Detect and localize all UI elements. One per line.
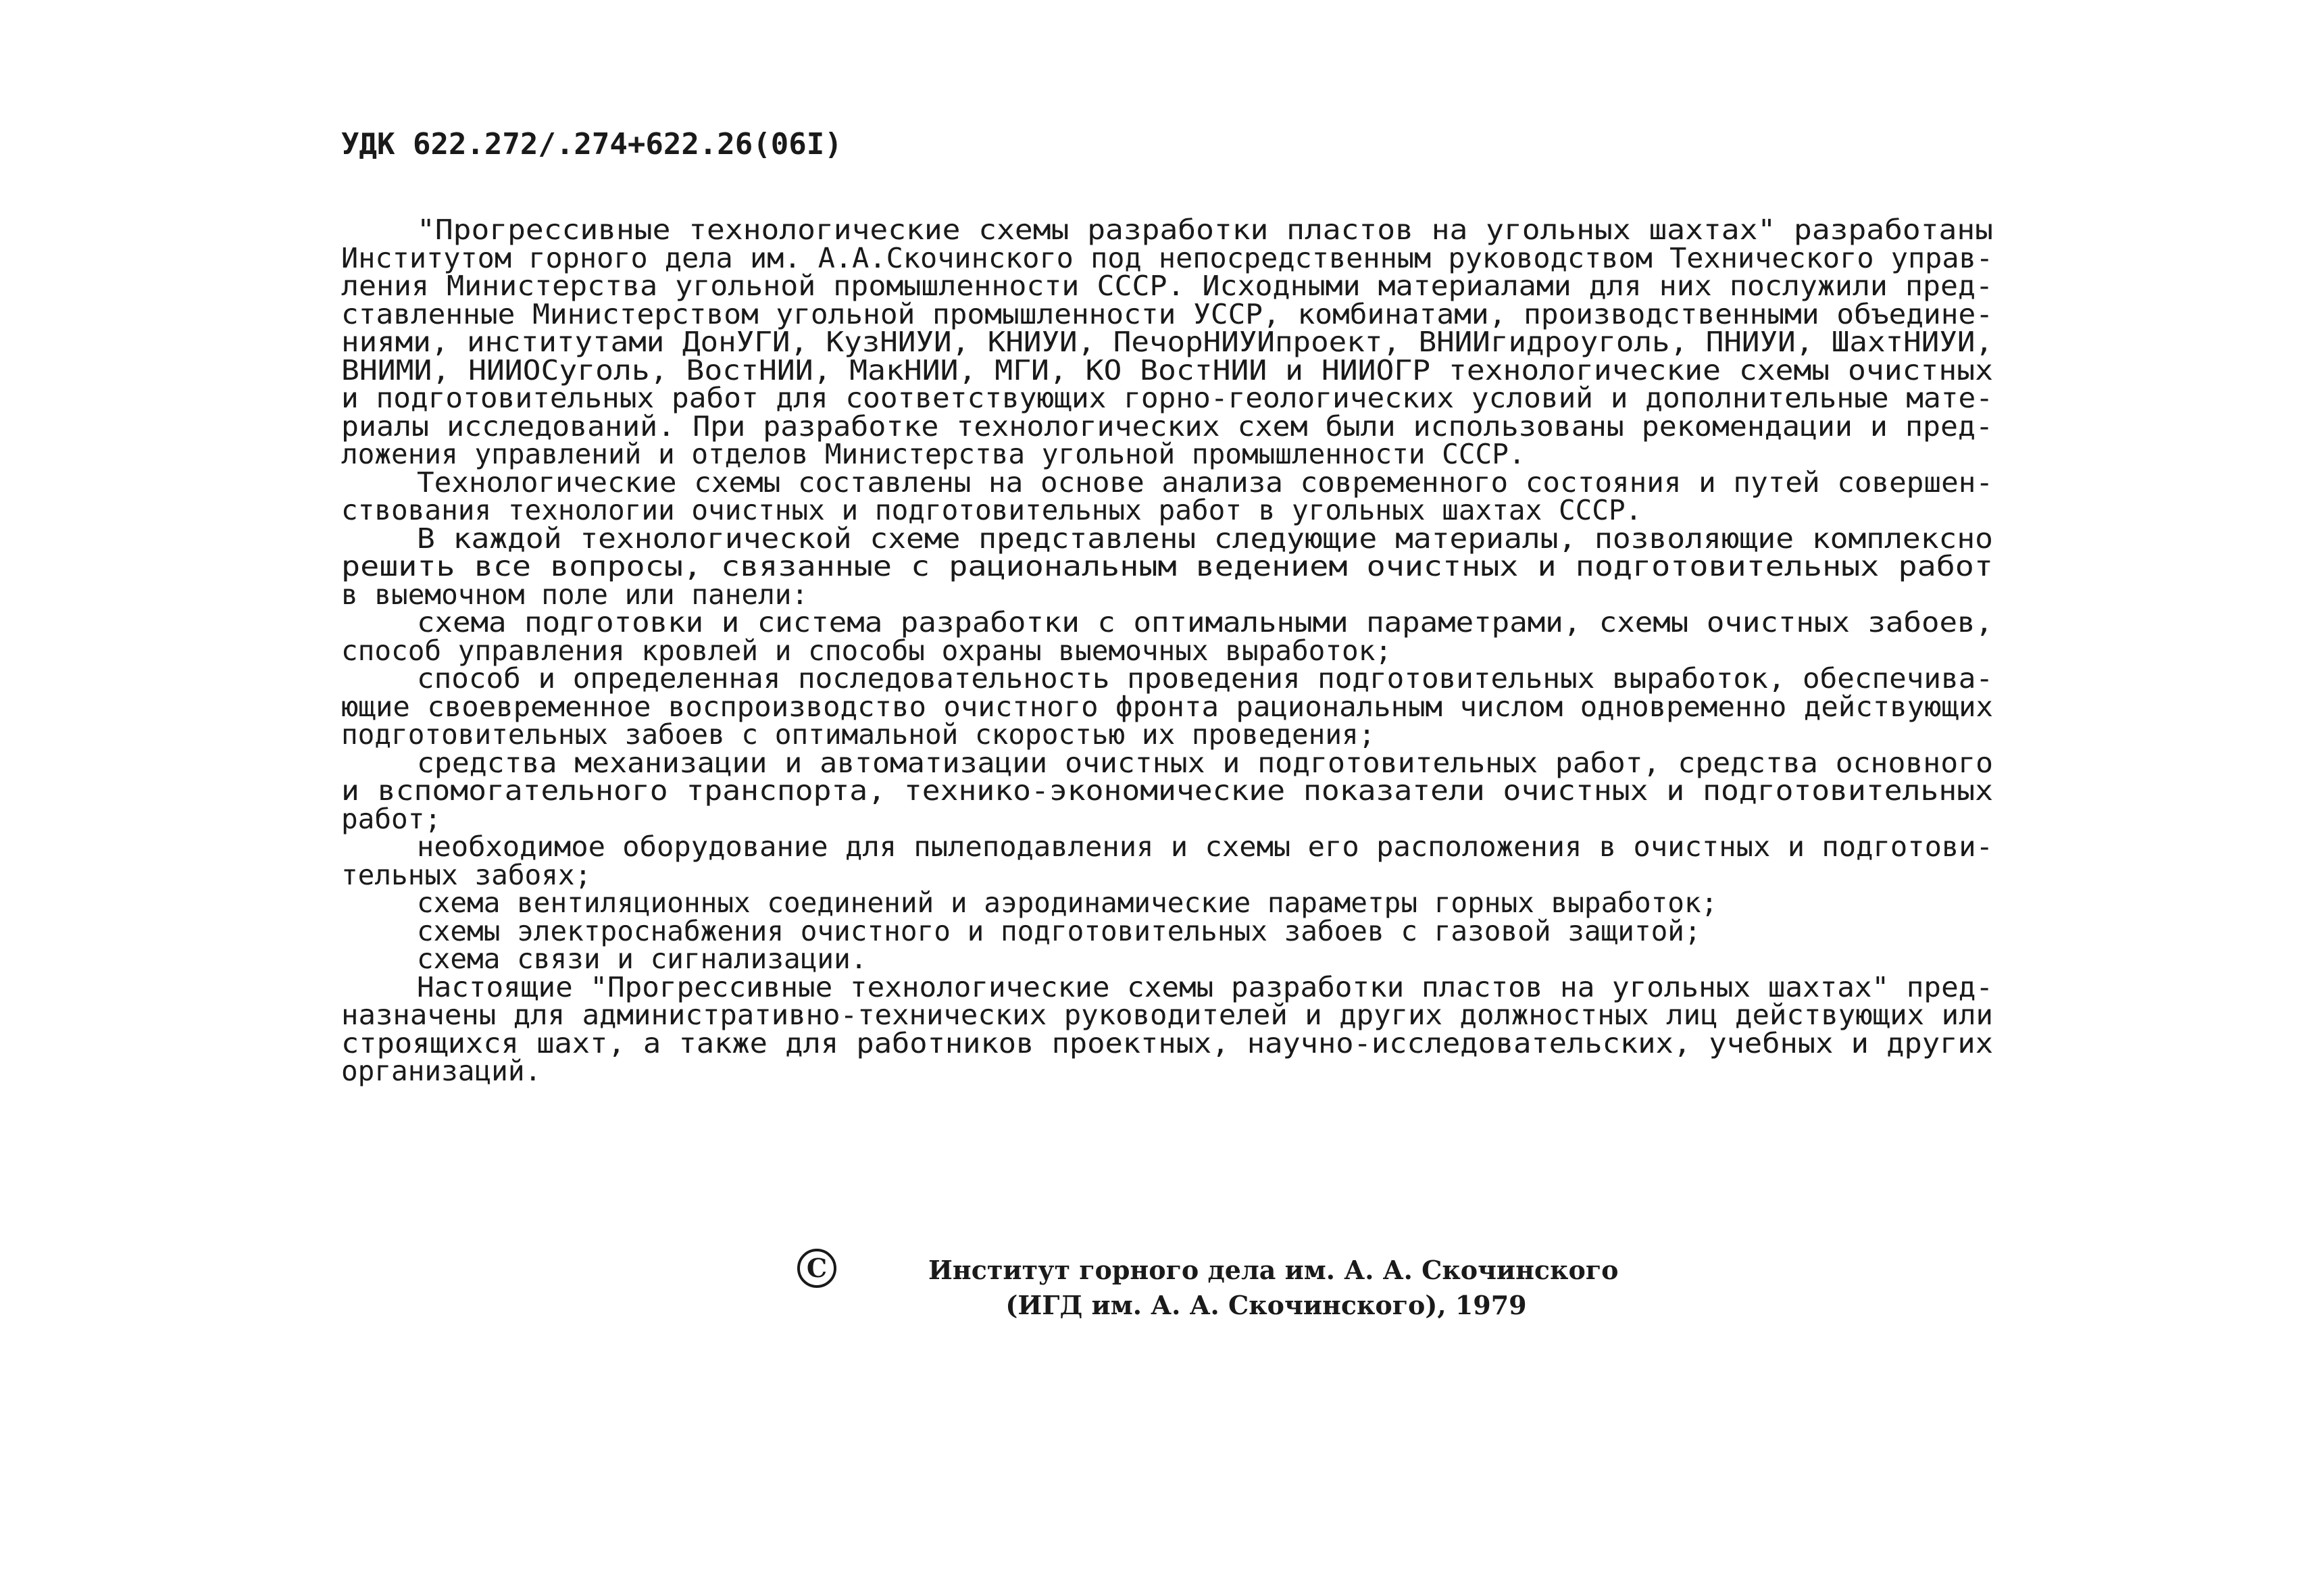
text-line-content: тельных забоях; (341, 858, 592, 891)
text-line-content: схема связи и сигнализации. (417, 943, 867, 975)
copyright-icon: C (797, 1249, 836, 1288)
text-line (341, 216, 1993, 245)
publisher-block (928, 1253, 1619, 1323)
text-line-content: Настоящие "Прогрессивные технологические схемы разработки пластов на угольных шахтах" пред- (417, 970, 1993, 1003)
text-line-content: и вспомогательного транспорта, технико-экономические показатели очистных и подготовительных (341, 774, 1993, 807)
text-line (341, 241, 1993, 274)
text-line (341, 945, 1993, 974)
text-line-content: схема вентиляционных соединений и аэродинамические параметры горных выработок; (417, 887, 1718, 919)
text-line-content: В каждой технологической схеме представлены следующие материалы, позволяющие комплексно (417, 522, 1993, 555)
text-line-content: необходимое оборудование для пылеподавления и схемы его расположения в очистных и подготови- (417, 830, 1993, 863)
text-line-content: схемы электроснабжения очистного и подготовительных забоев с газовой защитой; (417, 914, 1701, 947)
text-line (341, 690, 1993, 723)
text-line (341, 550, 1993, 582)
text-line (341, 1057, 1993, 1086)
text-line (341, 522, 1993, 555)
text-line-content: способ управления кровлей и способы охраны выемочных выработок; (341, 634, 1392, 667)
text-line (341, 272, 1993, 301)
text-line (341, 1001, 1993, 1030)
text-line (341, 634, 1993, 667)
text-line (341, 802, 1993, 835)
text-line (341, 662, 1993, 695)
text-line (341, 970, 1993, 1003)
text-line-content: назначены для административно-технических руководителей и других должностных лиц действующих или (341, 999, 1993, 1031)
text-line (341, 466, 1993, 499)
text-line-content: и подготовительных работ для соответствующих горно-геологических условий и дополнительные мате- (341, 382, 1993, 414)
text-line-content: строящихся шахт, а также для работников проектных, научно-исследовательских, учебных и других (341, 1026, 1993, 1059)
text-line (341, 606, 1993, 639)
text-line-content: Технологические схемы составлены на основе анализа современного состояния и путей совершен- (417, 466, 1993, 499)
text-line-content: схема подготовки и система разработки с оптимальными параметрами, схемы очистных забоев, (417, 606, 1993, 639)
text-line-content: средства механизации и автоматизации очистных и подготовительных работ, средства основного (417, 746, 1993, 779)
text-line (341, 830, 1993, 863)
text-line-content: работ; (341, 802, 442, 835)
text-line-content: ствования технологии очистных и подготовительных работ в угольных шахтах СССР. (341, 494, 1642, 526)
text-line-content: подготовительных забоев с оптимальной скоростью их проведения; (341, 718, 1376, 751)
text-line (341, 578, 1993, 611)
text-line-content: ложения управлений и отделов Министерства угольной промышленности СССР. (341, 438, 1526, 470)
text-line-content: риалы исследований. При разработке технологических схем были использованы рекомендации и пред- (341, 409, 1993, 443)
text-line-content: организаций. (341, 1055, 542, 1087)
text-line-content: "Прогрессивные технологические схемы разработки пластов на угольных шахтах" разработаны (417, 214, 1993, 246)
text-line-content: Институтом горного дела им. А.А.Скочинского под непосредственным руководством Технического управ- (341, 241, 1993, 274)
text-line (341, 353, 1993, 386)
text-line-content: в выемочном поле или панели: (341, 578, 809, 611)
text-line (341, 438, 1993, 470)
text-line-content: ющие своевременное воспроизводство очистного фронта рациональным числом одновременно действующих (341, 690, 1993, 723)
text-line (341, 328, 1993, 357)
text-line (341, 774, 1993, 807)
text-line-content: ниями, институтами ДонУГИ, КузНИУИ, КНИУИ, ПечорНИУИпроект, ВНИИгидроуголь, ПНИУИ, ШахтНИУИ, (341, 326, 1993, 358)
text-line (341, 858, 1993, 891)
text-line-content: решить все вопросы, связанные с рациональным ведением очистных и подготовительных работ (341, 550, 1993, 582)
text-line-content: способ и определенная последовательность проведения подготовительных выработок, обеспечива- (417, 662, 1993, 695)
text-line (341, 746, 1993, 779)
publisher-name: Институт горного дела им. А. А. Скочинского (928, 1255, 1619, 1285)
text-line (341, 1026, 1993, 1059)
body-text (341, 216, 1993, 1086)
publisher-abbrev-year: (ИГД им. А. А. Скочинского), 1979 (1005, 1290, 1527, 1320)
text-line-content: ставленные Министерством угольной промышленности УССР, комбинатами, производственными объедине- (341, 297, 1993, 330)
text-line (341, 384, 1993, 413)
udk-classification: УДК 622.272/.274+622.26(06I) (341, 127, 842, 161)
text-line (341, 494, 1993, 526)
text-line-content: ления Министерства угольной промышленности СССР. Исходными материалами для них послужили пред- (341, 270, 1993, 302)
text-line (341, 718, 1993, 751)
text-line-content: ВНИМИ, НИИОСуголь, ВостНИИ, МакНИИ, МГИ, КО ВостНИИ и НИИОГР технологические схемы очистных (341, 353, 1993, 386)
text-line (341, 914, 1993, 947)
text-line (341, 889, 1993, 918)
text-line (341, 409, 1993, 443)
text-line (341, 297, 1993, 330)
